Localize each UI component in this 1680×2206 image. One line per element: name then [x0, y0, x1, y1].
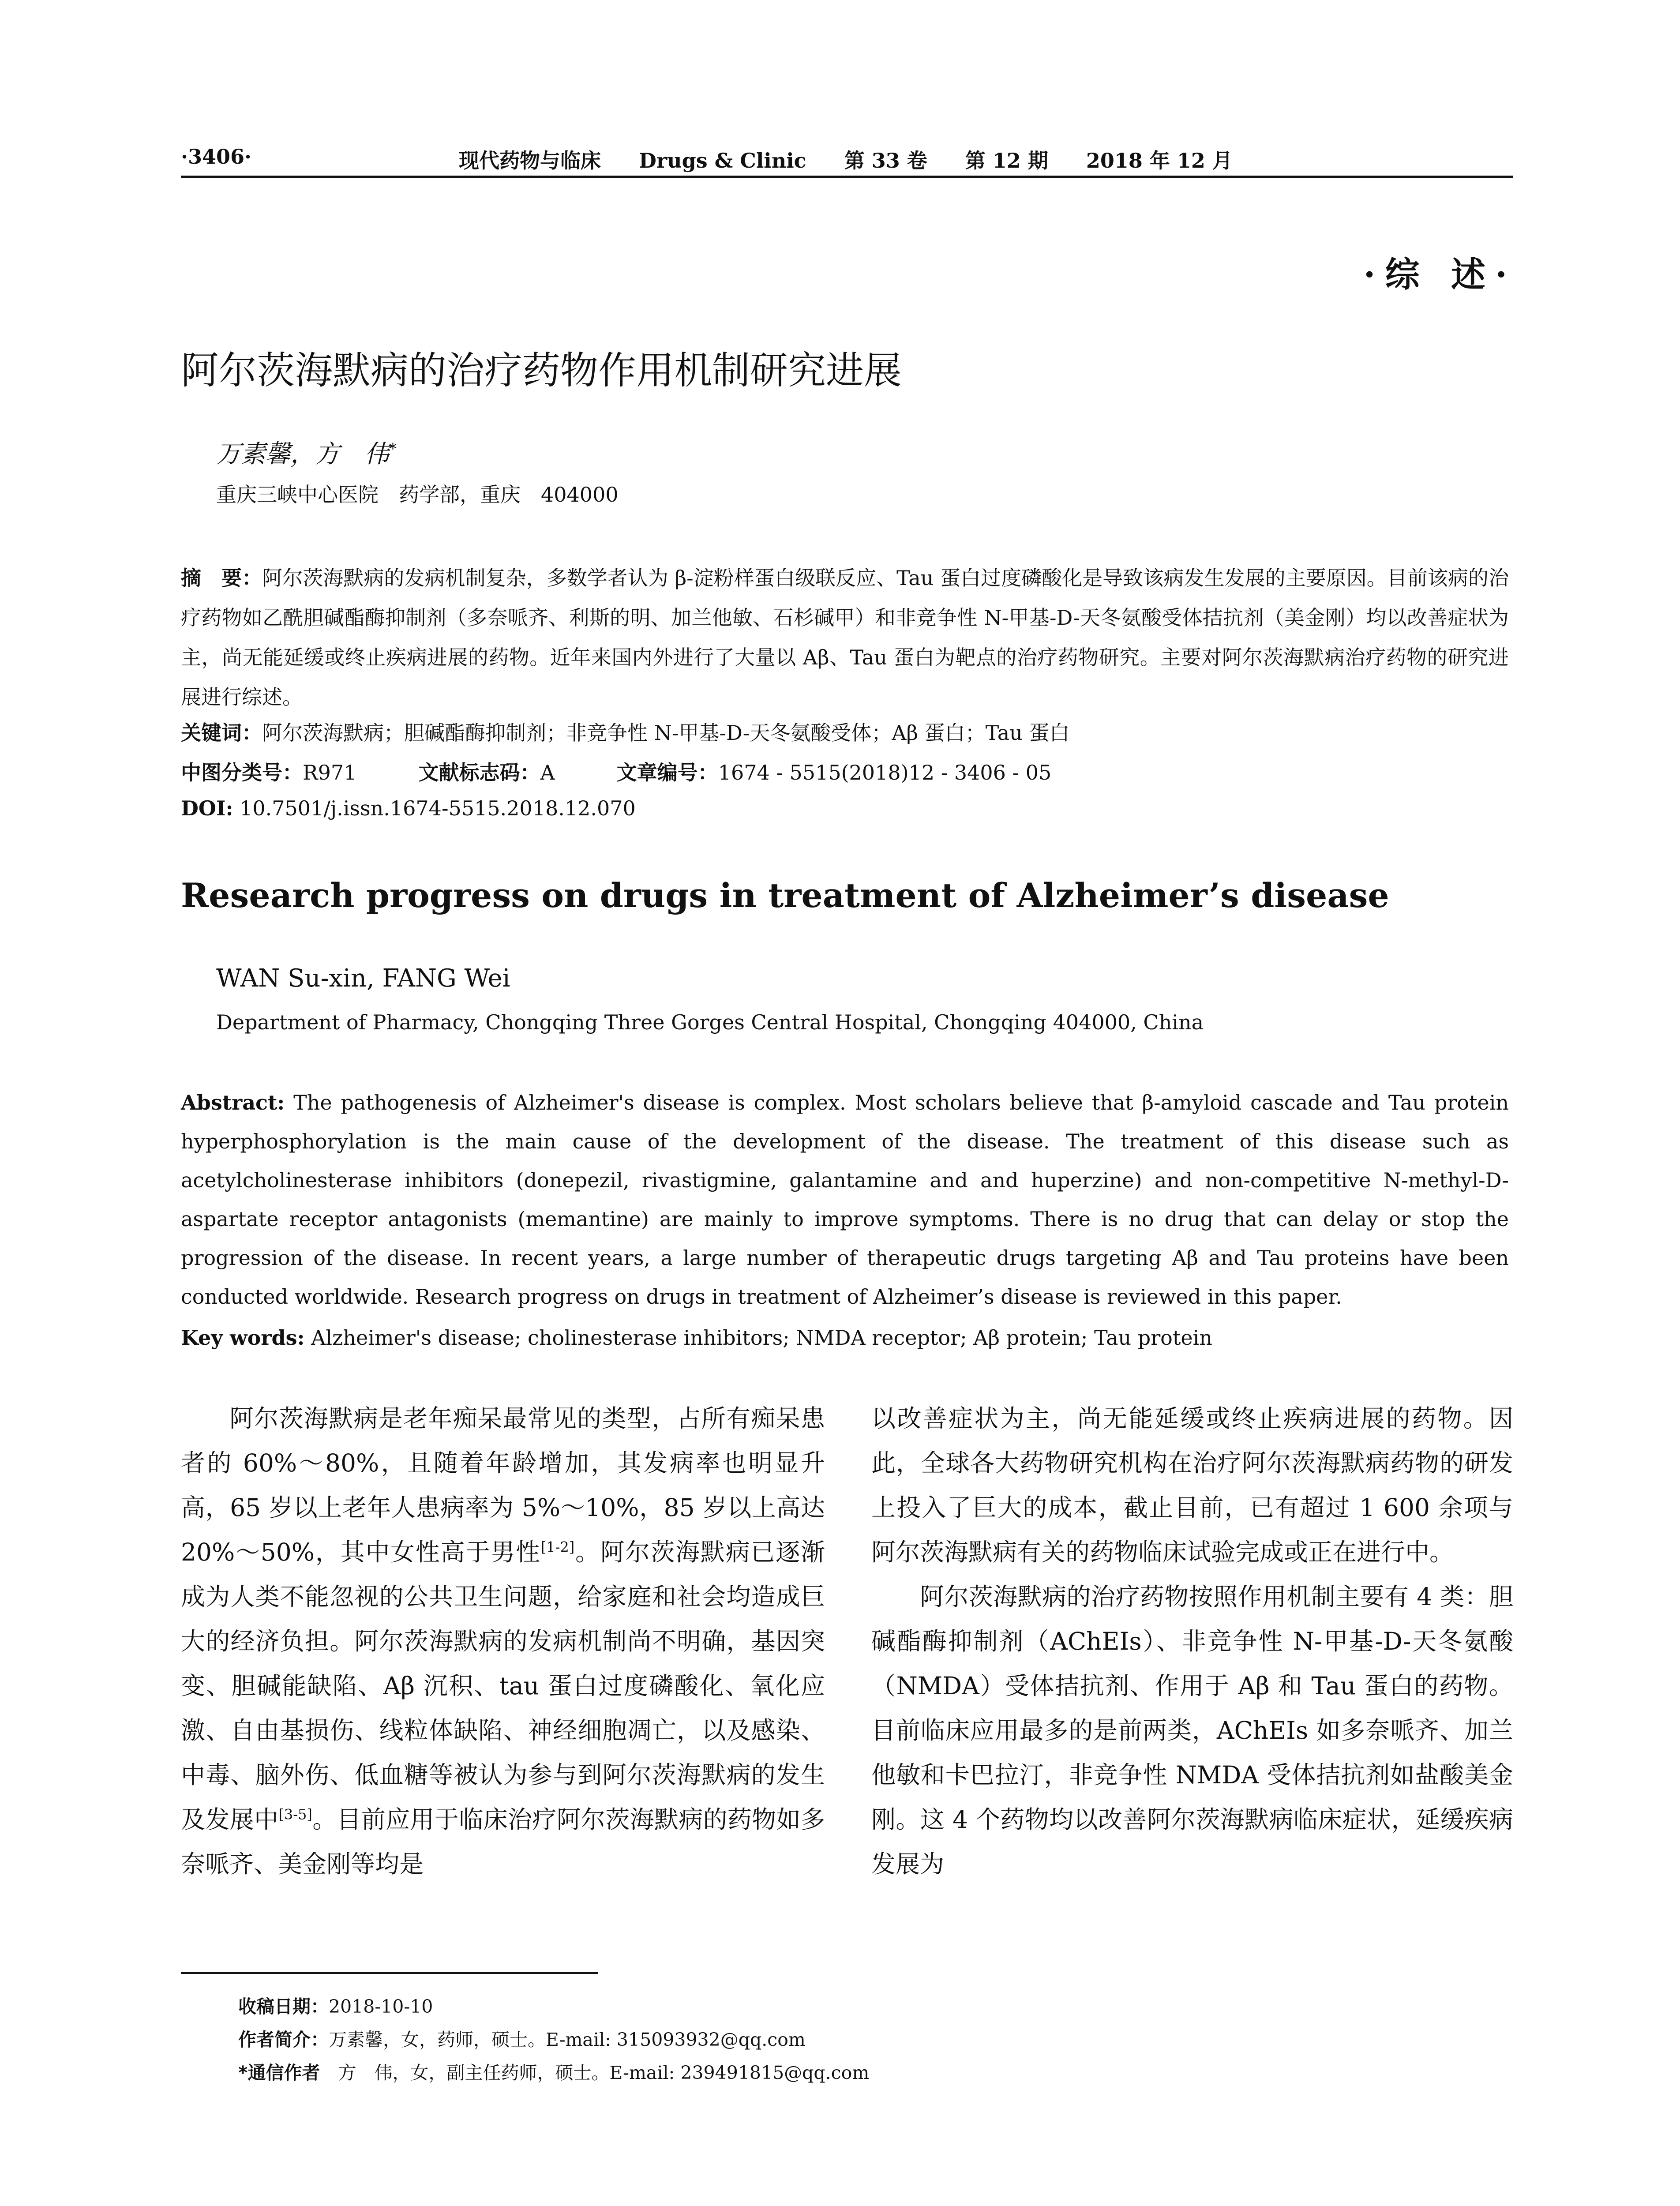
journal-volume: 第 33 卷	[844, 149, 927, 173]
body-text: 。目前应用于临床治疗阿尔茨海默病的药物如多奈哌齐、美金刚等均是	[181, 1805, 825, 1878]
body-paragraph: 阿尔茨海默病的治疗药物按照作用机制主要有 4 类：胆碱酯酶抑制剂（AChEIs）、非竞争性 N-甲基-D-天冬氨酸（NMDA）受体拮抗剂、作用于 Aβ 和 Tau 蛋白的药物。目前临床应用最多的是前两类，AChEIs 如多奈哌齐、加兰他敏和卡巴拉汀，非竞争性 NMDA 受体拮抗剂如盐酸美金刚。这 4 个药物均以改善阿尔茨海默病临床症状，延缓疾病发展为	[871, 1583, 1513, 1878]
footnote-received-value: 2018-10-10	[329, 1996, 433, 2017]
abstract-en-text: The pathogenesis of Alzheimer's disease is complex. Most scholars believe that β-amyloid cascade and Tau protein hyperphosphorylation is the main cause of the development of the disease. The treatment of this disease such as acetylcholinesterase inhibitors (donepezil, rivastigmine, galantamine and and huperzine) and non-competitive N-methyl-D-aspartate receptor antagonists (memantine) are mainly to improve symptoms. There is no drug that can delay or stop the progression of the disease. In recent years, a large number of therapeutic drugs targeting Aβ and Tau proteins have been conducted worldwide. Research progress on drugs in treatment of Alzheimer’s disease is reviewed in this paper.	[181, 1091, 1509, 1309]
doc-code-value: A	[540, 761, 555, 784]
authors-cn	[216, 435, 397, 470]
affiliation-cn: 重庆三峡中心医院 药学部，重庆 404000	[216, 483, 619, 506]
footnote-received-label: 收稿日期：	[238, 1996, 329, 2017]
clc-label: 中图分类号：	[181, 761, 303, 784]
abstract-cn	[181, 558, 1509, 717]
body-text: 。阿尔茨海默病已逐渐成为人类不能忽视的公共卫生问题，给家庭和社会均造成巨大的经济负担。阿尔茨海默病的发病机制尚不明确，基因突变、胆碱能缺陷、Aβ 沉积、tau 蛋白过度磷酸化、氧化应激、自由基损伤、线粒体缺陷、神经细胞凋亡，以及感染、中毒、脑外伤、低血糖等被认为参与到阿尔茨海默病的发生及发展中	[181, 1538, 825, 1834]
body-paragraph: 以改善症状为主，尚无能延缓或终止疾病进展的药物。因此，全球各大药物研究机构在治疗阿尔茨海默病药物的研发上投入了巨大的成本，截止目前，已有超过 1 600 余项与阿尔茨海默病有关的药物临床试验完成或正在进行中。	[871, 1404, 1513, 1566]
clc-value: R971	[303, 761, 357, 784]
keywords-cn-text: 阿尔茨海默病；胆碱酯酶抑制剂；非竞争性 N-甲基-D-天冬氨酸受体；Aβ 蛋白；Tau 蛋白	[262, 721, 1070, 745]
doi-label: DOI:	[181, 796, 233, 820]
journal-name-cn: 现代药物与临床	[459, 149, 601, 173]
abstract-cn-text: 阿尔茨海默病的发病机制复杂，多数学者认为 β-淀粉样蛋白级联反应、Tau 蛋白过度磷酸化是导致该病发生发展的主要原因。目前该病的治疗药物如乙酰胆碱酯酶抑制剂（多奈哌齐、利斯的明、加兰他敏、石杉碱甲）和非竞争性 N-甲基-D-天冬氨酸受体拮抗剂（美金刚）均以改善症状为主，尚无能延缓或终止疾病进展的药物。近年来国内外进行了大量以 Aβ、Tau 蛋白为靶点的治疗药物研究。主要对阿尔茨海默病治疗药物的研究进展进行综述。	[181, 566, 1509, 709]
keywords-en-text: Alzheimer's disease; cholinesterase inhibitors; NMDA receptor; Aβ protein; Tau protein	[311, 1326, 1212, 1350]
keywords-cn	[181, 717, 1069, 746]
citation-ref[interactable]: [1-2]	[540, 1538, 575, 1556]
footnote-bio-value: 万素馨，女，药师，硕士。E-mail: 315093932@qq.com	[329, 2029, 806, 2050]
page-number: ·3406·	[181, 145, 252, 169]
corresponding-mark: *	[389, 440, 397, 458]
journal-issue: 第 12 期	[965, 149, 1048, 173]
article-no-value: 1674 - 5515(2018)12 - 3406 - 05	[718, 761, 1052, 784]
classification-line	[181, 757, 1051, 786]
footnote-bio	[238, 2025, 806, 2051]
abstract-cn-label: 摘 要：	[181, 566, 262, 590]
journal-info	[459, 145, 1264, 174]
citation-ref[interactable]: [3-5]	[278, 1806, 312, 1823]
footnote-rule	[181, 1972, 598, 1974]
journal-name-en: Drugs & Clinic	[639, 149, 806, 173]
footnote-corr-label: *通信作者	[238, 2062, 320, 2083]
article-title-cn: 阿尔茨海默病的治疗药物作用机制研究进展	[181, 349, 902, 393]
article-title-en: Research progress on drugs in treatment of Alzheimer’s disease	[181, 876, 1389, 915]
footnote-corr-value: 方 伟，女，副主任药师，硕士。E-mail: 239491815@qq.com	[320, 2062, 870, 2083]
doc-code-label: 文献标志码：	[418, 761, 540, 784]
journal-date: 2018 年 12 月	[1086, 149, 1233, 173]
abstract-en-label: Abstract:	[181, 1091, 285, 1114]
authors-en: WAN Su-xin, FANG Wei	[216, 964, 510, 993]
keywords-en	[181, 1326, 1212, 1350]
header-rule	[181, 176, 1513, 178]
running-header	[181, 132, 1513, 181]
body-column-right	[871, 1396, 1513, 1887]
keywords-en-label: Key words:	[181, 1326, 305, 1350]
doi-line	[181, 796, 636, 820]
footnote-bio-label: 作者简介：	[238, 2029, 329, 2050]
doi-link[interactable]: 10.7501/j.issn.1674-5515.2018.12.070	[240, 796, 636, 820]
abstract-en	[181, 1083, 1509, 1316]
authors-cn-names: 万素馨，方 伟	[216, 440, 389, 469]
body-paragraph	[181, 1396, 825, 1887]
body-column-left	[181, 1396, 825, 1887]
affiliation-en: Department of Pharmacy, Chongqing Three Gorges Central Hospital, Chongqing 404000, China	[216, 1010, 1204, 1034]
section-tag: ·综 述·	[1363, 255, 1517, 295]
keywords-cn-label: 关键词：	[181, 721, 262, 745]
footnote-received	[238, 1992, 433, 2018]
footnote-corresponding	[238, 2058, 869, 2084]
article-no-label: 文章编号：	[616, 761, 718, 784]
body-text: 阿尔茨海默病是老年痴呆最常见的类型，占所有痴呆患者的 60%～80%，且随着年龄增加，其发病率也明显升高，65 岁以上老年人患病率为 5%～10%，85 岁以上高达 20%～50%，其中女性高于男性	[181, 1404, 825, 1566]
